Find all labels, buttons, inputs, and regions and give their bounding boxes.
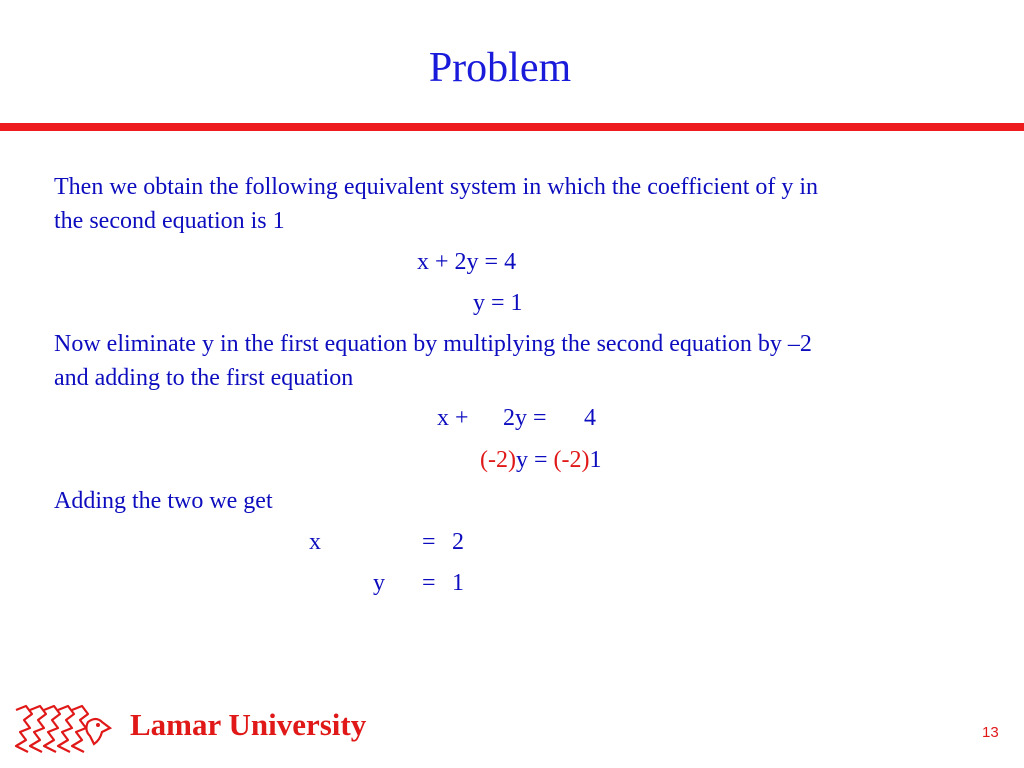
result-1-x: x	[309, 529, 321, 555]
title-divider	[0, 123, 1024, 131]
intro-line-2: the second equation is 1	[54, 208, 285, 234]
equation-4-end: 1	[589, 447, 602, 473]
equation-4-coef-a: (-2)	[480, 447, 516, 473]
equation-1: x + 2y = 4	[417, 249, 517, 275]
step-line-1: Now eliminate y in the first equation by multiplying the second equation by –2	[54, 331, 812, 357]
result-1-value: 2	[452, 529, 464, 555]
result-2-value: 1	[452, 570, 464, 596]
result-1-eq: =	[422, 529, 436, 555]
slide-title: Problem	[428, 45, 572, 91]
intro-line-1: Then we obtain the following equivalent system in which the coefficient of y in	[54, 174, 819, 200]
equation-4-mid: y =	[515, 447, 554, 473]
cardinal-logo-icon	[10, 700, 114, 758]
adding-line: Adding the two we get	[54, 488, 273, 514]
equation-3-2y: 2y =	[503, 405, 547, 431]
result-2-y: y	[373, 570, 385, 596]
result-2-eq: =	[422, 570, 436, 596]
equation-3-x: x +	[437, 405, 469, 431]
equation-4	[480, 443, 602, 477]
equation-4-coef-b: (-2)	[553, 447, 590, 473]
equation-2: y = 1	[473, 290, 523, 316]
equation-3-rhs: 4	[584, 405, 596, 431]
university-name: Lamar University	[130, 707, 367, 742]
step-line-2: and adding to the first equation	[54, 365, 354, 391]
page-number: 13	[982, 724, 999, 741]
